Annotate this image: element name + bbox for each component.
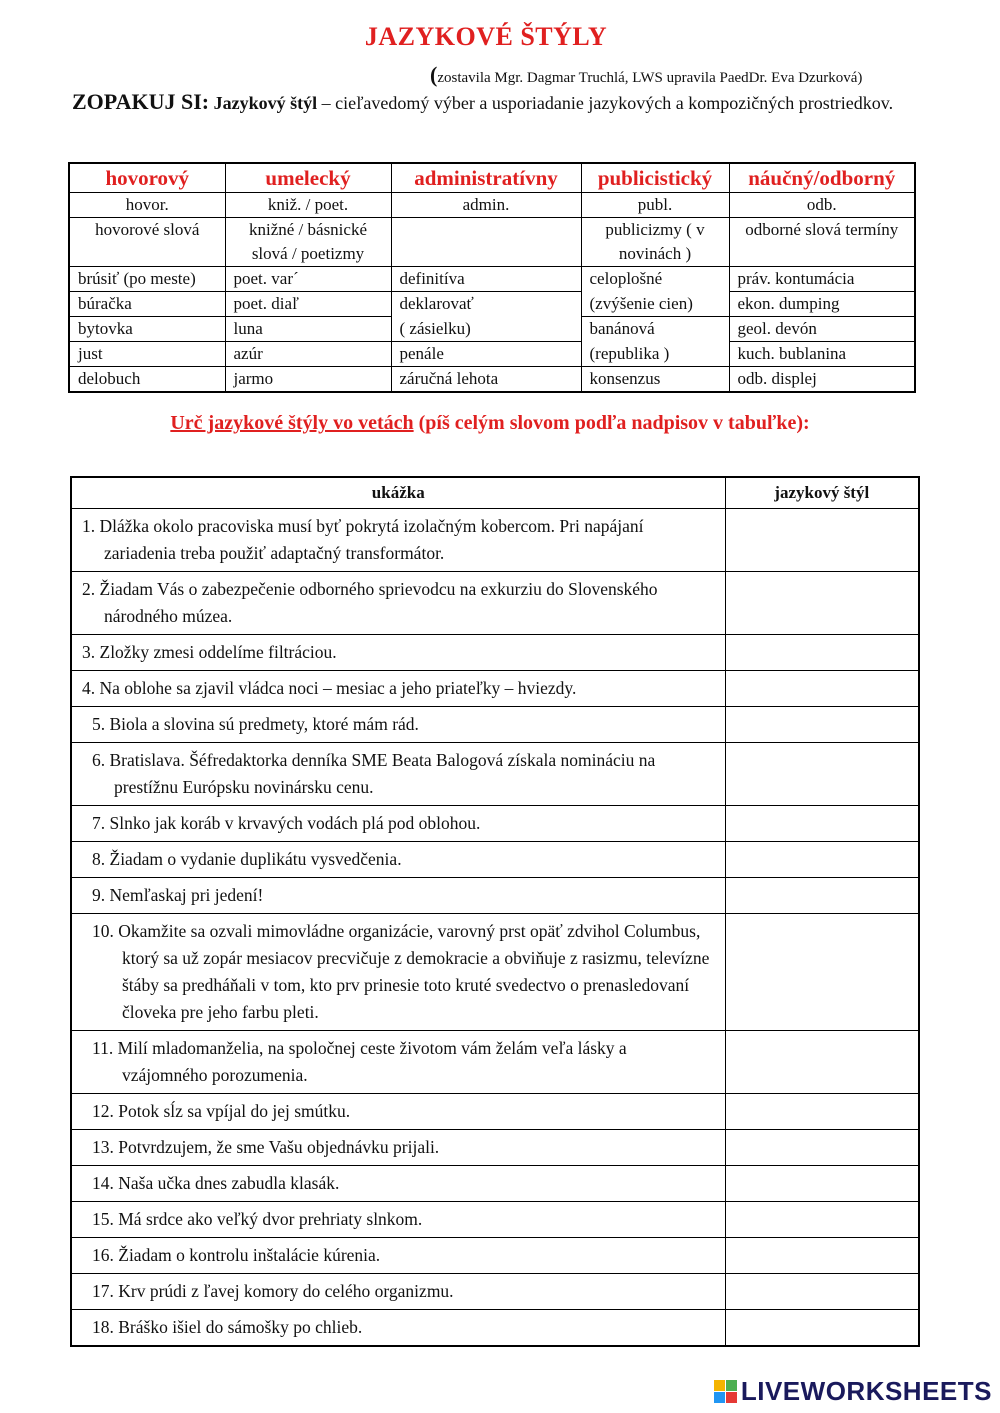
word-cell: kuch. bublanina [729, 342, 915, 367]
exercise-table [70, 476, 920, 1347]
word-cell: celoplošné [581, 267, 729, 292]
exercise-sentence [71, 572, 725, 635]
word-row [69, 317, 915, 342]
word-cell: jarmo [225, 367, 391, 393]
header-administrativny: administratívny [391, 163, 581, 193]
word-cell: just [69, 342, 225, 367]
abbreviation-row [69, 193, 915, 218]
word-cell: ( zásielku) [391, 317, 581, 342]
word-cell: delobuch [69, 367, 225, 393]
answer-cell[interactable] [725, 743, 919, 806]
exercise-sentence [71, 743, 725, 806]
styles-reference-table [68, 162, 916, 393]
logo-text: LIVEWORKSHEETS [740, 1376, 992, 1406]
exercise-sentence [71, 914, 725, 1031]
word-cell: penále [391, 342, 581, 367]
sentence-text: 18. Bráško išiel do sámošky po chlieb. [92, 1317, 363, 1337]
header-umelecky: umelecký [225, 163, 391, 193]
exercise-row [71, 671, 919, 707]
exercise-sentence [71, 509, 725, 572]
answer-cell[interactable] [725, 671, 919, 707]
word-row [69, 367, 915, 393]
answer-cell[interactable] [725, 914, 919, 1031]
word-cell: banánová [581, 317, 729, 342]
exercise-row [71, 1310, 919, 1347]
word-cell: búračka [69, 292, 225, 317]
exercise-row [71, 1130, 919, 1166]
exercise-row [71, 806, 919, 842]
word-cell: bytovka [69, 317, 225, 342]
page-title: JAZYKOVÉ ŠTÝLY [364, 22, 608, 51]
abbr-admin: admin. [391, 193, 581, 218]
exercise-row [71, 914, 919, 1031]
styles-header-row [69, 163, 915, 193]
header-hovorovy: hovorový [69, 163, 225, 193]
sentence-text: 10. Okamžite sa ozvali mimovládne organizácie, varovný prst opäť zdvihol Columbus, ktorý sa už zopár mesiacov precvičuje z demokracie a obviňuje z rasizmu, televízne štáby sa predháňali v tom, kto prv prinesie toto kruté svedectvo o prenasledovaní človeka pre jeho farbu pleti. [92, 921, 710, 1022]
exercise-sentence [71, 1310, 725, 1347]
cat-admin [391, 218, 581, 267]
cat-hovor: hovorové slová [69, 218, 225, 267]
task-underlined: Urč jazykové štýly vo vetách [170, 412, 414, 434]
answer-cell[interactable] [725, 572, 919, 635]
answer-cell[interactable] [725, 842, 919, 878]
sentence-text: 4. Na oblohe sa zjavil vládca noci – mesiac a jeho priateľky – hviezdy. [82, 678, 577, 698]
sentence-text: 5. Biola a slovina sú predmety, ktoré mám rád. [92, 714, 419, 734]
abbr-odb: odb. [729, 193, 915, 218]
exercise-header-row [71, 477, 919, 509]
word-cell: záručná lehota [391, 367, 581, 393]
exercise-row [71, 878, 919, 914]
word-cell: odb. displej [729, 367, 915, 393]
sentence-text: 15. Má srdce ako veľký dvor prehriaty slnkom. [92, 1209, 423, 1229]
word-cell: brúsiť (po meste) [69, 267, 225, 292]
cat-publ: publicizmy ( v novinách ) [581, 218, 729, 267]
exercise-row [71, 509, 919, 572]
answer-cell[interactable] [725, 707, 919, 743]
exercise-sentence [71, 707, 725, 743]
sentence-text: 8. Žiadam o vydanie duplikátu vysvedčenia. [92, 849, 402, 869]
exercise-sentence [71, 1031, 725, 1094]
word-row [69, 267, 915, 292]
sentence-text: 16. Žiadam o kontrolu inštalácie kúrenia. [92, 1245, 381, 1265]
sentence-text: 6. Bratislava. Šéfredaktorka denníka SME Beata Balogová získala nomináciu na prestížnu Európsku novinársku cenu. [92, 750, 656, 797]
recap-definition: – cieľavedomý výber a usporiadanie jazykových a kompozičných prostriedkov. [317, 93, 894, 113]
sentence-text: 3. Zložky zmesi oddelíme filtráciou. [82, 642, 337, 662]
abbr-kniz: kniž. / poet. [225, 193, 391, 218]
answer-cell[interactable] [725, 1202, 919, 1238]
exercise-row [71, 743, 919, 806]
answer-cell[interactable] [725, 1094, 919, 1130]
word-cell: (zvýšenie cien) [581, 292, 729, 317]
answer-cell[interactable] [725, 635, 919, 671]
sentence-text: 7. Slnko jak koráb v krvavých vodách plá pod oblohou. [92, 813, 481, 833]
header-sample: ukážka [71, 477, 725, 509]
abbr-publ: publ. [581, 193, 729, 218]
answer-cell[interactable] [725, 1310, 919, 1347]
word-cell: luna [225, 317, 391, 342]
sentence-text: 12. Potok sĺz sa vpíjal do jej smútku. [92, 1101, 351, 1121]
exercise-sentence [71, 806, 725, 842]
exercise-row [71, 842, 919, 878]
header-naucny: náučný/odborný [729, 163, 915, 193]
sentence-text: 2. Žiadam Vás o zabezpečenie odborného sprievodcu na exkurziu do Slovenského národného múzea. [82, 579, 658, 626]
author-note: (zostavila Mgr. Dagmar Truchlá, LWS upravila PaedDr. Eva Dzurková) [430, 62, 863, 87]
word-cell: geol. devón [729, 317, 915, 342]
recap-lead: ZOPAKUJ SI: [72, 89, 210, 114]
exercise-row [71, 572, 919, 635]
liveworksheets-logo [714, 1376, 992, 1407]
exercise-row [71, 707, 919, 743]
exercise-sentence [71, 1274, 725, 1310]
exercise-sentence [71, 1094, 725, 1130]
exercise-row [71, 1031, 919, 1094]
cat-odb: odborné slová termíny [729, 218, 915, 267]
word-cell: azúr [225, 342, 391, 367]
header-publicisticky: publicistický [581, 163, 729, 193]
exercise-sentence [71, 1238, 725, 1274]
exercise-sentence [71, 1130, 725, 1166]
answer-cell[interactable] [725, 1274, 919, 1310]
word-cell: práv. kontumácia [729, 267, 915, 292]
exercise-row [71, 635, 919, 671]
exercise-sentence [71, 1202, 725, 1238]
header-style: jazykový štýl [725, 477, 919, 509]
exercise-sentence [71, 878, 725, 914]
answer-cell[interactable] [725, 1238, 919, 1274]
sentence-text: 11. Milí mladomanželia, na spoločnej ceste životom vám želám veľa lásky a vzájomného porozumenia. [92, 1038, 627, 1085]
word-cell: poet. diaľ [225, 292, 391, 317]
answer-cell[interactable] [725, 1130, 919, 1166]
answer-cell[interactable] [725, 806, 919, 842]
word-row [69, 292, 915, 317]
word-cell: definitíva [391, 267, 581, 292]
word-cell: konsenzus [581, 367, 729, 393]
author-text: zostavila Mgr. Dagmar Truchlá, LWS upravila PaedDr. Eva Dzurková) [437, 70, 863, 86]
exercise-sentence [71, 1166, 725, 1202]
abbr-hovor: hovor. [69, 193, 225, 218]
sentence-text: 9. Nemľaskaj pri jedení! [92, 885, 264, 905]
word-cell: deklarovať [391, 292, 581, 317]
cat-umel: knižné / básnické slová / poetizmy [225, 218, 391, 267]
logo-mark-icon [714, 1380, 737, 1403]
task-rest: (píš celým slovom podľa nadpisov v tabuľke): [413, 412, 810, 434]
category-row [69, 218, 915, 267]
word-cell: ekon. dumping [729, 292, 915, 317]
exercise-row [71, 1202, 919, 1238]
recap-paragraph [60, 89, 900, 116]
exercise-row [71, 1166, 919, 1202]
recap-term: Jazykový štýl [213, 93, 318, 113]
answer-cell[interactable] [725, 878, 919, 914]
exercise-sentence [71, 671, 725, 707]
answer-cell[interactable] [725, 1166, 919, 1202]
sentence-text: 13. Potvrdzujem, že sme Vašu objednávku prijali. [92, 1137, 440, 1157]
exercise-sentence [71, 842, 725, 878]
word-row [69, 342, 915, 367]
word-cell: (republika ) [581, 342, 729, 367]
exercise-row [71, 1274, 919, 1310]
sentence-text: 1. Dlážka okolo pracoviska musí byť pokrytá izolačným kobercom. Pri napájaní zariadenia treba použiť adaptačný transformátor. [82, 516, 644, 563]
exercise-row [71, 1238, 919, 1274]
answer-cell[interactable] [725, 1031, 919, 1094]
exercise-row [71, 1094, 919, 1130]
task-instruction [0, 412, 980, 435]
answer-cell[interactable] [725, 509, 919, 572]
exercise-sentence [71, 635, 725, 671]
sentence-text: 14. Naša učka dnes zabudla klasák. [92, 1173, 340, 1193]
sentence-text: 17. Krv prúdi z ľavej komory do celého organizmu. [92, 1281, 454, 1301]
word-cell: poet. var´ [225, 267, 391, 292]
